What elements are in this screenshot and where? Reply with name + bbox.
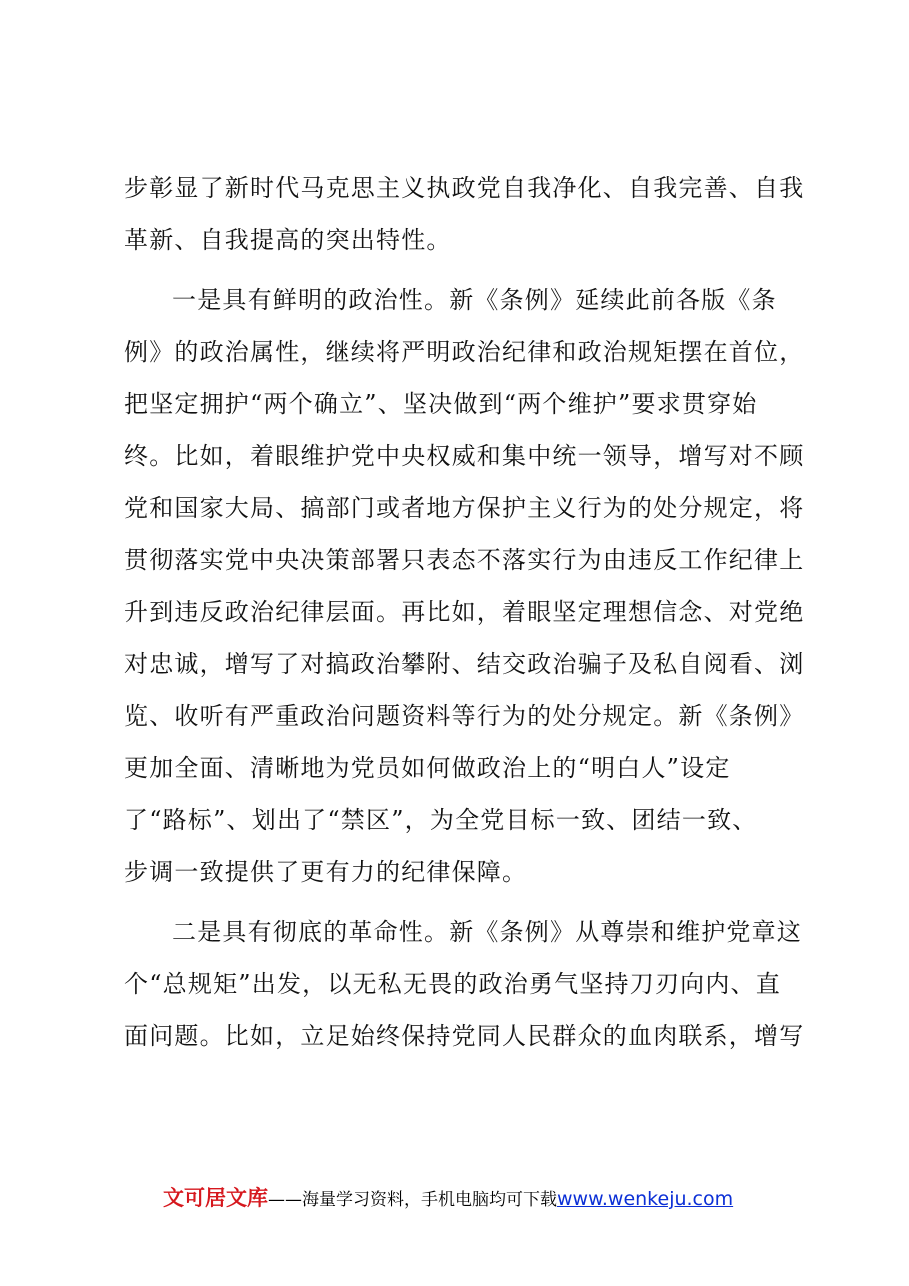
text-line: 终。比如，着眼维护党中央权威和集中统一领导，增写对不顾: [124, 442, 805, 470]
footer-brand: 文可居文库: [163, 1186, 268, 1210]
text-line: 贯彻落实党中央决策部署只表态不落实行为由违反工作纪律上: [124, 546, 805, 574]
footer-url-link[interactable]: www.wenkeju.com: [557, 1188, 734, 1210]
text-line: 步调一致提供了更有力的纪律保障。: [124, 858, 528, 886]
text-line: 个“总规矩”出发，以无私无畏的政治勇气坚持刀刃向内、直: [124, 970, 781, 998]
paragraph-start-line: 一是具有鲜明的政治性。新《条例》延续此前各版《条: [172, 286, 777, 314]
text-line: 把坚定拥护“两个确立”、坚决做到“两个维护”要求贯穿始: [124, 390, 758, 418]
paragraph-start-line: 二是具有彻底的革命性。新《条例》从尊崇和维护党章这: [172, 918, 802, 946]
footer-tagline: ——海量学习资料，手机电脑均可下载: [268, 1190, 557, 1210]
text-line: 更加全面、清晰地为党员如何做政治上的“明白人”设定: [124, 754, 731, 782]
text-line: 览、收听有严重政治问题资料等行为的处分规定。新《条例》: [124, 702, 805, 730]
footer-banner: [163, 1182, 803, 1212]
text-line: 步彰显了新时代马克思主义执政党自我净化、自我完善、自我: [124, 174, 805, 202]
text-line: 党和国家大局、搞部门或者地方保护主义行为的处分规定，将: [124, 494, 805, 522]
text-line: 对忠诚，增写了对搞政治攀附、结交政治骗子及私自阅看、浏: [124, 650, 805, 678]
text-line: 革新、自我提高的突出特性。: [124, 226, 452, 254]
document-body: [124, 162, 805, 1062]
text-line: 例》的政治属性，继续将严明政治纪律和政治规矩摆在首位，: [124, 338, 805, 366]
text-line: 升到违反政治纪律层面。再比如，着眼坚定理想信念、对党绝: [124, 598, 805, 626]
text-line: 了“路标”、划出了“禁区”，为全党目标一致、团结一致、: [124, 806, 758, 834]
text-line: 面问题。比如，立足始终保持党同人民群众的血肉联系，增写: [124, 1022, 805, 1050]
